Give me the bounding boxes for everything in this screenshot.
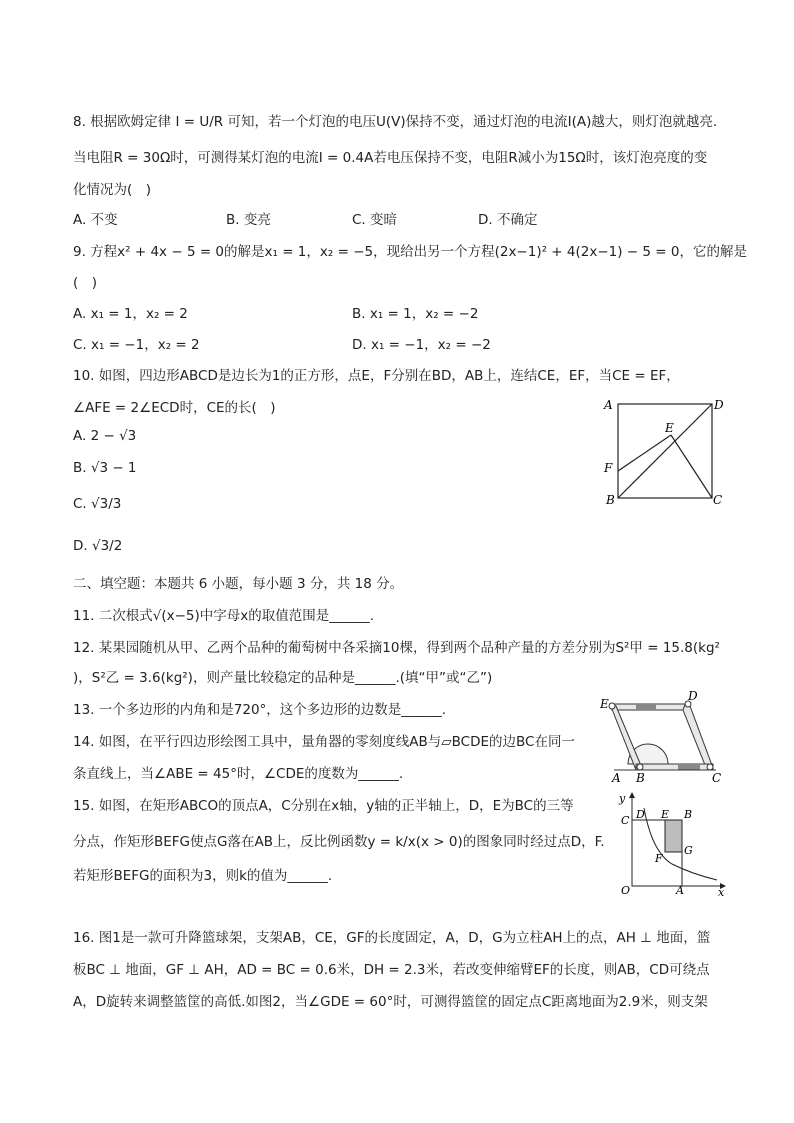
label-e: E xyxy=(665,421,674,435)
label-b: B xyxy=(636,771,645,784)
q10-line1: 10. 如图，四边形ABCD是边长为1的正方形，点E，F分别在BD，AB上，连结CE，EF，当CE = EF， xyxy=(73,368,680,384)
q9-line1: 9. 方程x² + 4x − 5 = 0的解是x₁ = 1，x₂ = −5，现给出另一个方程(2x−1)² + 4(2x−1) − 5 = 0，它的解是 xyxy=(73,244,747,260)
q10-option-a: A. 2 − √3 xyxy=(73,428,137,444)
q10-square-figure xyxy=(598,392,728,508)
label-d: D xyxy=(688,690,698,703)
section-2-heading: 二、填空题：本题共 6 小题，每小题 3 分，共 18 分。 xyxy=(73,576,404,592)
q9-option-d: D. x₁ = −1，x₂ = −2 xyxy=(352,337,491,353)
q8-option-a: A. 不变 xyxy=(73,212,118,228)
label-a: A xyxy=(676,884,684,896)
label-g: G xyxy=(684,844,693,857)
label-a: A xyxy=(612,771,621,784)
q15-line1: 15. 如图，在矩形ABCO的顶点A，C分别在x轴，y轴的正半轴上，D，E为BC的三等 xyxy=(73,798,574,814)
q9-line2: ( ) xyxy=(73,275,98,291)
label-b: B xyxy=(606,493,615,507)
q9-option-b: B. x₁ = 1，x₂ = −2 xyxy=(352,306,479,322)
q8-option-d: D. 不确定 xyxy=(478,212,538,228)
label-f: F xyxy=(655,852,663,865)
q9-option-a: A. x₁ = 1，x₂ = 2 xyxy=(73,306,188,322)
q9-option-c: C. x₁ = −1，x₂ = 2 xyxy=(73,337,200,353)
label-d: D xyxy=(636,808,645,821)
q11-line: 11. 二次根式√(x−5)中字母x的取值范围是______. xyxy=(73,608,375,624)
q16-line2: 板BC ⊥ 地面，GF ⊥ AH，AD = BC = 0.6米，DH = 2.3米，若改变伸缩臂EF的长度，则AB，CD可绕点 xyxy=(73,962,710,978)
q15-coordinate-figure xyxy=(612,790,728,896)
q14-line1: 14. 如图，在平行四边形绘图工具中，量角器的零刻度线AB与▱BCDE的边BC在同一 xyxy=(73,734,575,750)
q16-line3: A，D旋转来调整篮筐的高低.如图2，当∠GDE = 60°时，可测得篮筐的固定点C距离地面为2.9米，则支架 xyxy=(73,994,708,1010)
q13-line: 13. 一个多边形的内角和是720°，这个多边形的边数是______. xyxy=(73,702,447,718)
label-d: D xyxy=(714,398,724,412)
q8-line2: 当电阻R = 30Ω时，可测得某灯泡的电流I = 0.4A若电压保持不变，电阻R减小为15Ω时，该灯泡亮度的变 xyxy=(73,150,708,166)
label-e: E xyxy=(600,697,609,711)
label-c: C xyxy=(712,771,722,784)
q16-line1: 16. 图1是一款可升降篮球架，支架AB，CE，GF的长度固定，A，D，G为立柱AH上的点，AH ⊥ 地面，篮 xyxy=(73,930,711,946)
q8-option-b: B. 变亮 xyxy=(226,212,271,228)
q15-line3: 若矩形BEFG的面积为3，则k的值为______. xyxy=(73,868,333,884)
q12-line2: )，S²乙 = 3.6(kg²)，则产量比较稳定的品种是______.(填“甲”或“乙”) xyxy=(73,670,493,686)
q14-line2: 条直线上，当∠ABE = 45°时，∠CDE的度数为______. xyxy=(73,766,404,782)
q12-line1: 12. 某果园随机从甲、乙两个品种的葡萄树中各采摘10棵，得到两个品种产量的方差分别为S²甲 = 15.8(kg² xyxy=(73,640,720,656)
label-e: E xyxy=(661,808,670,821)
q10-option-d: D. √3/2 xyxy=(73,538,123,554)
label-y: y xyxy=(619,792,626,805)
q8-line3: 化情况为( ) xyxy=(73,182,152,198)
q10-line2: ∠AFE = 2∠ECD时，CE的长( ) xyxy=(73,400,276,416)
label-x: x xyxy=(718,886,725,896)
label-f: F xyxy=(604,461,613,475)
label-o: O xyxy=(621,884,631,896)
label-a: A xyxy=(604,398,613,412)
label-c: C xyxy=(621,814,630,827)
label-b: B xyxy=(684,808,693,821)
label-c: C xyxy=(713,493,723,507)
q10-option-c: C. √3/3 xyxy=(73,496,122,512)
q14-parallelogram-tool-figure xyxy=(598,690,726,784)
q10-option-b: B. √3 − 1 xyxy=(73,460,137,476)
q15-line2: 分点，作矩形BEFG使点G落在AB上，反比例函数y = k/x(x > 0)的图象同时经过点D，F. xyxy=(73,834,605,850)
q8-line1: 8. 根据欧姆定律 I = U/R 可知，若一个灯泡的电压U(V)保持不变，通过灯泡的电流I(A)越大，则灯泡就越亮. xyxy=(73,114,718,130)
q8-option-c: C. 变暗 xyxy=(352,212,398,228)
